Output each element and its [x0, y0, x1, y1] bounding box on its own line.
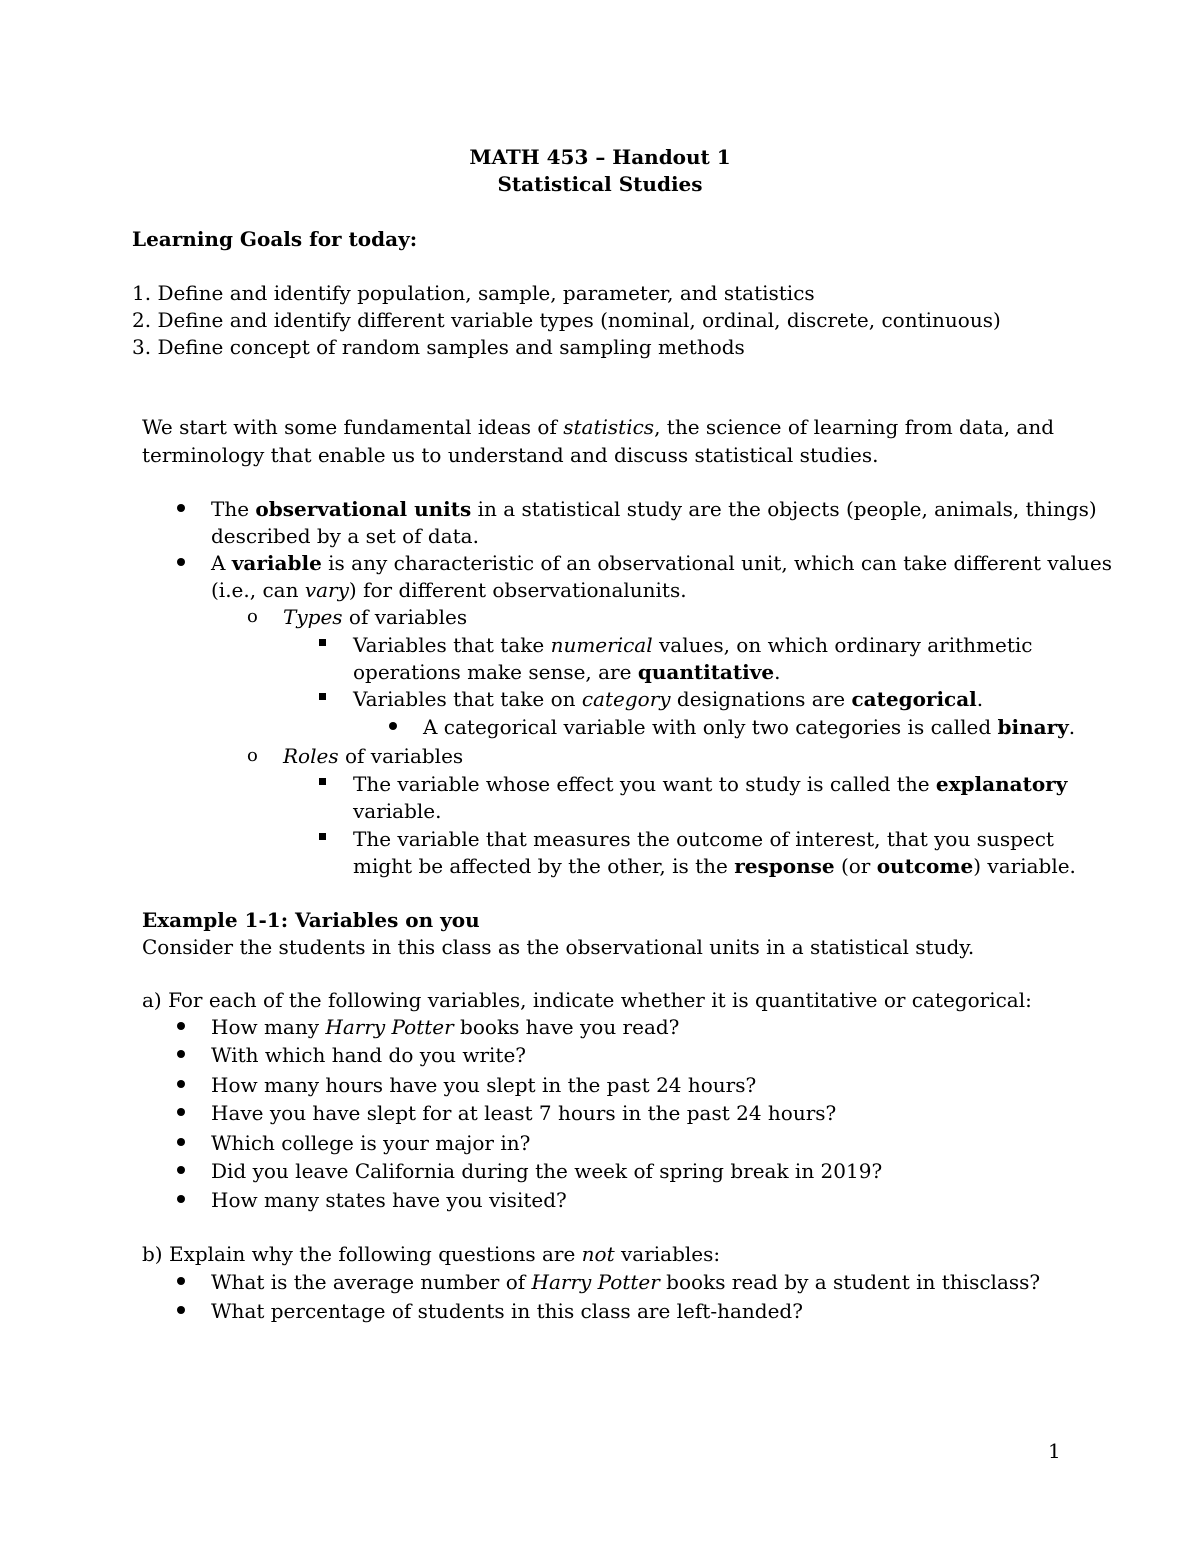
quantitative-definition: Variables that take numerical values, on which ordinary arithmetic: [353, 633, 1033, 657]
response-definition: The variable that measures the outcome of interest, that you suspect: [353, 827, 1054, 851]
goals-heading: Learning Goals for today:: [132, 227, 418, 251]
part-a-prompt: a) For each of the following variables, indicate whether it is quantitative or categorical:: [142, 988, 1032, 1012]
page-number: 1: [1048, 1439, 1061, 1463]
circle-bullet-icon: o: [247, 745, 258, 766]
question-item: Which college is your major in?: [211, 1131, 531, 1155]
bullet-icon: [177, 558, 185, 566]
intro-line: terminology that enable us to understand and discuss statistical studies.: [142, 443, 879, 467]
bullet-icon: [177, 1277, 185, 1285]
page-title: MATH 453 – Handout 1: [469, 145, 731, 169]
question-item: Have you have slept for at least 7 hours in the past 24 hours?: [211, 1101, 837, 1125]
response-definition-line: might be affected by the other, is the response (or outcome) variable.: [353, 854, 1076, 878]
square-bullet-icon: [319, 778, 326, 785]
bullet-icon: [389, 722, 397, 730]
binary-definition: A categorical variable with only two categories is called binary.: [423, 715, 1076, 739]
bullet-icon: [177, 1306, 185, 1314]
square-bullet-icon: [319, 833, 326, 840]
question-item: How many states have you visited?: [211, 1188, 567, 1212]
question-item: What percentage of students in this class are left-handed?: [211, 1299, 803, 1323]
goal-item: 3. Define concept of random samples and sampling methods: [132, 335, 745, 359]
question-item: Did you leave California during the week of spring break in 2019?: [211, 1159, 883, 1183]
definition-variable: A variable is any characteristic of an observational unit, which can take different values: [211, 551, 1113, 575]
question-item: How many hours have you slept in the past 24 hours?: [211, 1073, 757, 1097]
types-of-variables: Types of variables: [283, 605, 468, 629]
bullet-icon: [177, 504, 185, 512]
example-heading: Example 1-1: Variables on you: [142, 908, 480, 932]
question-item: What is the average number of Harry Potter books read by a student in thisclass?: [211, 1270, 1041, 1294]
definition-line: (i.e., can vary) for different observationalunits.: [211, 578, 687, 602]
square-bullet-icon: [319, 693, 326, 700]
bullet-icon: [177, 1195, 185, 1203]
quantitative-definition-line: operations make sense, are quantitative.: [353, 660, 781, 684]
goal-item: 1. Define and identify population, sample, parameter, and statistics: [132, 281, 815, 305]
page-subtitle: Statistical Studies: [497, 172, 703, 196]
goal-item: 2. Define and identify different variable types (nominal, ordinal, discrete, continuous): [132, 308, 1001, 332]
bullet-icon: [177, 1166, 185, 1174]
definition-observational-units: The observational units in a statistical study are the objects (people, animals, things): [211, 497, 1097, 521]
explanatory-definition-line: variable.: [353, 799, 442, 823]
explanatory-definition: The variable whose effect you want to study is called the explanatory: [353, 772, 1068, 796]
circle-bullet-icon: o: [247, 606, 258, 627]
intro-line: We start with some fundamental ideas of statistics, the science of learning from data, and: [142, 415, 1055, 439]
example-intro: Consider the students in this class as the observational units in a statistical study.: [142, 935, 975, 959]
roles-of-variables: Roles of variables: [283, 744, 464, 768]
bullet-icon: [177, 1050, 185, 1058]
bullet-icon: [177, 1108, 185, 1116]
part-b-prompt: b) Explain why the following questions are not variables:: [142, 1242, 721, 1266]
question-item: With which hand do you write?: [211, 1043, 527, 1067]
definition-line: described by a set of data.: [211, 524, 479, 548]
bullet-icon: [177, 1080, 185, 1088]
square-bullet-icon: [319, 639, 326, 646]
question-item: How many Harry Potter books have you read?: [211, 1015, 680, 1039]
bullet-icon: [177, 1138, 185, 1146]
categorical-definition: Variables that take on category designations are categorical.: [353, 687, 984, 711]
bullet-icon: [177, 1022, 185, 1030]
